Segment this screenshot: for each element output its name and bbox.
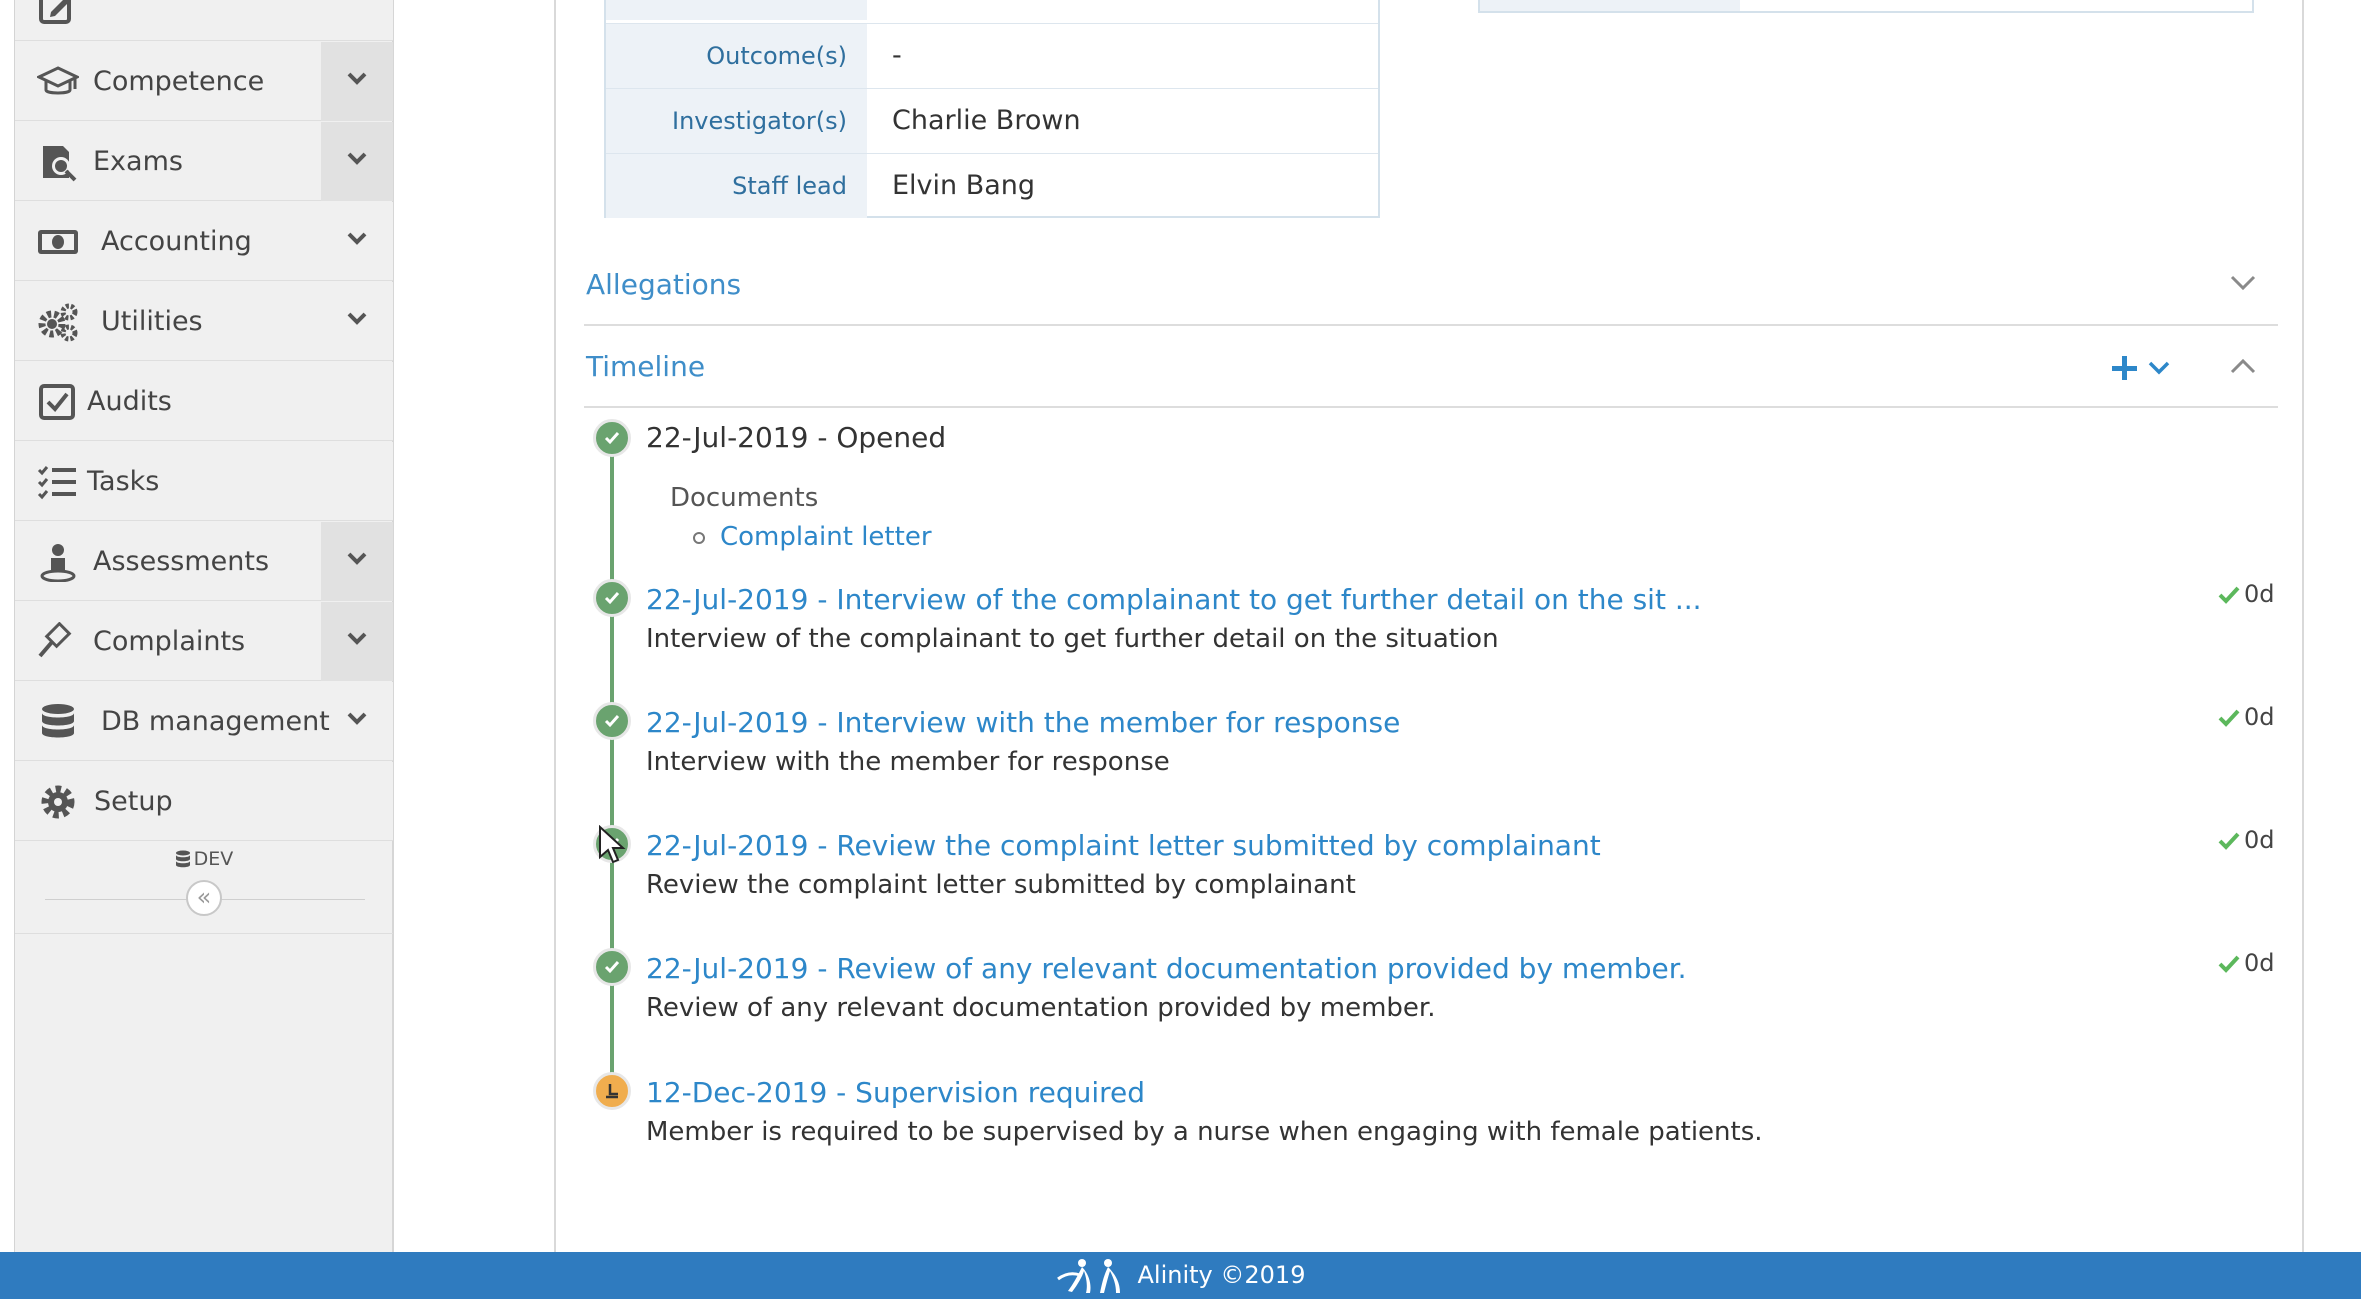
sidebar-item-db-management[interactable]	[15, 682, 393, 761]
check-icon	[2218, 955, 2240, 973]
check-icon	[2218, 832, 2240, 850]
chevron-up-icon[interactable]	[2230, 358, 2256, 374]
footer	[0, 1252, 2361, 1299]
sidebar	[14, 0, 394, 1252]
row-label	[606, 0, 867, 20]
divider	[15, 933, 393, 934]
check-icon	[602, 588, 622, 608]
duration-value: 0d	[2244, 703, 2275, 731]
database-icon	[37, 702, 79, 742]
sidebar-item-tasks[interactable]	[15, 442, 393, 521]
expand-toggle[interactable]	[321, 202, 393, 281]
timeline-entry-link[interactable]: 22-Jul-2019 - Interview of the complainant to get further detail on the sit ...	[646, 583, 1702, 616]
chevron-down-icon	[347, 152, 367, 166]
row-value: -	[892, 40, 902, 71]
sidebar-item-label: Competence	[93, 66, 265, 97]
timeline-condition-description: Member is required to be supervised by a nurse when engaging with female patients.	[646, 1117, 1763, 1147]
check-icon	[602, 428, 622, 448]
timeline-entry-duration	[2218, 580, 2278, 608]
check-square-icon	[37, 382, 79, 422]
timeline-complete-marker	[593, 419, 631, 457]
sidebar-item-utilities[interactable]	[15, 282, 393, 361]
check-icon	[2218, 709, 2240, 727]
alinity-logo-icon	[1056, 1257, 1134, 1295]
sidebar-item-label	[93, 0, 295, 23]
check-icon	[2218, 586, 2240, 604]
sidebar-item-label: DB management	[101, 706, 330, 737]
row-label: Investigator(s)	[606, 89, 867, 153]
duration-value: 0d	[2244, 949, 2275, 977]
chevron-down-icon	[2150, 363, 2168, 372]
sidebar-item-accounting[interactable]	[15, 202, 393, 281]
timeline-entry-description: Review the complaint letter submitted by complainant	[646, 870, 1356, 900]
sidebar-item-label: Audits	[87, 386, 172, 417]
sidebar-item-complaints[interactable]	[15, 602, 393, 681]
duration-value: 0d	[2244, 826, 2275, 854]
duration-value: 0d	[2244, 580, 2275, 608]
sidebar-item-exams[interactable]	[15, 122, 393, 201]
gear-icon	[37, 782, 79, 822]
environment-indicator	[15, 848, 393, 878]
chevron-down-icon	[347, 712, 367, 726]
row-label	[1480, 0, 1740, 11]
chevron-down-icon	[347, 312, 367, 326]
graduation-cap-icon	[37, 62, 79, 102]
secondary-details-table	[1478, 0, 2254, 13]
timeline-entry-description: Interview of the complainant to get further detail on the situation	[646, 624, 1499, 654]
documents-label: Documents	[670, 483, 819, 513]
expand-toggle[interactable]	[321, 682, 393, 761]
expand-toggle[interactable]	[321, 42, 393, 121]
document-link[interactable]: Complaint letter	[720, 522, 932, 552]
sidebar-item-setup[interactable]	[15, 762, 393, 841]
details-row-blank	[606, 0, 1378, 20]
section-title: Allegations	[586, 268, 742, 301]
chevron-down-icon	[347, 232, 367, 246]
timeline-entry-link[interactable]: 22-Jul-2019 - Review of any relevant documentation provided by member.	[646, 952, 1687, 985]
timeline-complete-marker	[593, 579, 631, 617]
list-bullet	[693, 532, 705, 544]
chevron-down-icon	[347, 552, 367, 566]
sidebar-item-label: Assessments	[93, 546, 270, 577]
exam-icon	[37, 142, 79, 182]
expand-toggle[interactable]	[321, 602, 393, 681]
warning-icon	[602, 1081, 622, 1101]
person-icon	[37, 542, 79, 582]
details-row-staff-lead	[606, 153, 1378, 218]
timeline-entry-duration	[2218, 826, 2278, 854]
sidebar-item-label: Exams	[93, 146, 183, 177]
edit-icon	[37, 0, 79, 28]
timeline-entry-description: Review of any relevant documentation provided by member.	[646, 993, 1436, 1023]
row-label: Outcome(s)	[606, 24, 867, 88]
timeline-entry-duration	[2218, 949, 2278, 977]
collapse-sidebar-button[interactable]	[186, 880, 222, 916]
timeline-complete-marker	[593, 702, 631, 740]
mouse-cursor-icon	[598, 825, 626, 865]
footer-brand: Alinity ©2019	[1137, 1261, 1306, 1289]
row-label: Staff lead	[606, 154, 867, 218]
gavel-icon	[37, 622, 79, 662]
sidebar-item-label: Complaints	[93, 626, 246, 657]
sidebar-item-assessments[interactable]	[15, 522, 393, 601]
sidebar-item-competence[interactable]	[15, 42, 393, 121]
tasks-icon	[37, 462, 79, 502]
expand-toggle[interactable]	[321, 122, 393, 201]
check-icon	[602, 711, 622, 731]
gears-icon	[37, 302, 79, 342]
expand-toggle[interactable]	[321, 282, 393, 361]
money-icon	[37, 222, 79, 262]
sidebar-item-label: Utilities	[101, 306, 203, 337]
timeline-complete-marker	[593, 948, 631, 986]
check-icon	[602, 957, 622, 977]
sidebar-item-label: Setup	[94, 786, 173, 817]
environment-label: DEV	[193, 848, 234, 870]
timeline-entry-link[interactable]: 22-Jul-2019 - Interview with the member for response	[646, 706, 1401, 739]
sidebar-item-label: Tasks	[87, 466, 160, 497]
add-timeline-item-button[interactable]	[2112, 354, 2176, 384]
section-title: Timeline	[586, 350, 706, 383]
allegations-section-header[interactable]	[584, 244, 2278, 326]
expand-toggle[interactable]	[321, 522, 393, 601]
timeline-opened-title: 22-Jul-2019 - Opened	[646, 421, 947, 454]
details-row-investigators	[606, 88, 1378, 153]
row-value: Charlie Brown	[892, 105, 1081, 136]
row-value: Elvin Bang	[892, 170, 1036, 201]
chevron-down-icon[interactable]	[2230, 275, 2256, 291]
chevron-down-icon	[347, 632, 367, 646]
timeline-entry-link[interactable]: 22-Jul-2019 - Review the complaint letter submitted by complainant	[646, 829, 1601, 862]
chevron-down-icon	[347, 72, 367, 86]
timeline-section-header[interactable]	[584, 326, 2278, 408]
sidebar-item-profile-updates[interactable]	[15, 0, 393, 41]
sidebar-item-label: Accounting	[101, 226, 252, 257]
complaint-details-table	[604, 0, 1380, 218]
timeline-entry-description: Interview with the member for response	[646, 747, 1170, 777]
plus-icon	[2112, 356, 2137, 380]
details-row-outcome	[606, 23, 1378, 88]
timeline-entry-duration	[2218, 703, 2278, 731]
timeline-condition-link[interactable]: 12-Dec-2019 - Supervision required	[646, 1076, 1146, 1109]
timeline-condition-marker	[593, 1072, 631, 1110]
double-chevron-left-icon: «	[196, 883, 212, 911]
sidebar-item-audits[interactable]	[15, 362, 393, 441]
database-icon	[175, 850, 191, 868]
